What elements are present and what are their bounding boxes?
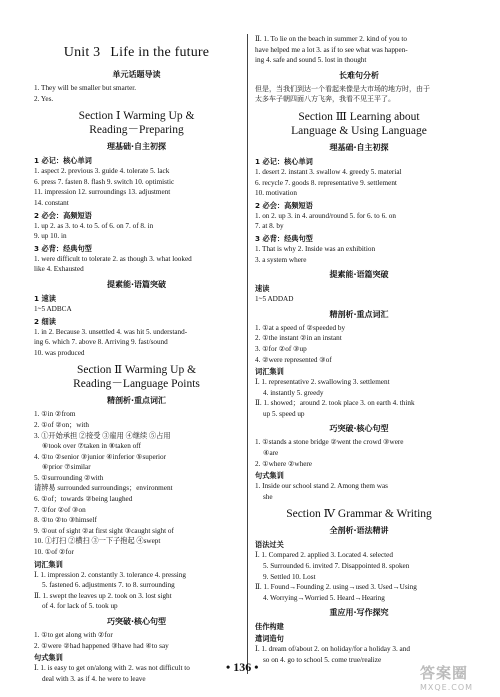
grammar-head: 语法过关 [255, 540, 284, 550]
answer-line: 1. on 2. up 3. in 4. around/round 5. for 6. to 6. on [255, 211, 396, 220]
sentences-head: 3 必背：经典句型 [255, 233, 313, 243]
vocab-line: 7. ①for ②of ③on [34, 505, 86, 514]
sentence-collection-head: 句式集训 [34, 653, 63, 663]
section-1-line2: Reading－Preparing [89, 124, 184, 137]
answer-line: Ⅰ. 1. representative 2. swallowing 3. settlement [255, 378, 390, 387]
vocab-line: 请辨易 surrounded surroundings；environment [34, 484, 173, 493]
answer-line: deal with 3. as if 4. he were to leave [42, 674, 146, 683]
unit-number: Unit 3 [63, 45, 101, 60]
column-divider [247, 34, 248, 674]
page-number: • 136 • [226, 660, 259, 674]
section-4-title: Section Ⅳ Grammar & Writing [286, 508, 432, 521]
answer-line: 1. up 2. as 3. to 4. to 5. of 6. on 7. of 8. in [34, 221, 154, 230]
long-sentence-line: 但是，当我们到达一个看起来像是大市场的地方时，由于 [255, 84, 430, 93]
answer-line: 2. ①were ②had happened ③have had ④to say [34, 641, 169, 650]
vocab-line: 2. ①of ②on；with [34, 420, 90, 429]
writing-head: 佳作构建 [255, 622, 284, 632]
section-3-line1: Section Ⅲ Learning about [298, 110, 420, 123]
phrases-head: 2 必会：高频短语 [34, 210, 92, 220]
unit-name: Life in the future [110, 45, 210, 60]
answer-line: like 4. Exhausted [34, 265, 84, 274]
guide-line: 1. They will be smaller but smarter. [34, 84, 137, 92]
guide-line: 2. Yes. [34, 94, 54, 103]
vocab-line: 5. ①surrounding ②with [34, 473, 104, 482]
writing-subhead: 遣词造句 [255, 634, 284, 644]
analysis-title: 精剖析·重点词汇 [106, 396, 167, 406]
collection-head: 词汇集训 [34, 559, 63, 569]
improve-title: 提素能·语篇突破 [106, 279, 167, 289]
answer-line: 7. at 8. by [255, 222, 284, 231]
answer-line: up 5. speed up [263, 409, 305, 418]
vocab-line: 4. ②were represented ③of [255, 355, 332, 364]
sentences-head: 3 必背：经典句型 [34, 243, 92, 253]
answer-line: 5. fastened 6. adjustments 7. to 8. surrounding [42, 581, 175, 590]
section-1-line1: Section Ⅰ Warming Up & [78, 110, 195, 123]
vocab-line: 6. ①of；towards ②being laughed [34, 495, 133, 504]
answer-line: Ⅱ. 1. To lie on the beach in summer 2. kind of you to [255, 35, 407, 43]
vocab-line: 1. ①in ②from [34, 410, 76, 419]
answer-line: 6. recycle 7. goods 8. representative 9. settlement [255, 178, 397, 187]
answer-line: Ⅰ. 1. is easy to get on/along with 2. was not difficult to [34, 664, 190, 673]
answer-line: 1. in 2. Because 3. unsettled 4. was hit 5. understand- [34, 327, 188, 336]
long-sentence-title: 长难句分析 [339, 70, 379, 80]
answer-line: Ⅰ. 1. dream of/about 2. on holiday/for a holiday 3. and [255, 645, 410, 654]
detail-head: 2 细读 [34, 316, 56, 326]
long-sentence-line: 太多车子朝四面八方飞奔，我看不见王平了。 [255, 95, 395, 104]
answer-line: 14. constant [34, 198, 69, 207]
section-1-title [34, 109, 239, 137]
skim-head: 速读 [255, 284, 270, 294]
section-2-line2: Reading－Language Points [73, 378, 200, 391]
answer-line: have helped me a lot 3. as if to see what was happen- [255, 45, 408, 54]
answer-line: 2. ①where ②where [255, 459, 312, 468]
vocab-line: 8. ①to ②to ③himself [34, 516, 97, 525]
must-words-head: 1 必记：核心单词 [34, 156, 92, 166]
answer-line: 4. instantly 5. greedy [263, 388, 324, 397]
improve-title: 提素能·语篇突破 [329, 270, 389, 280]
analysis-title: 精剖析·重点词汇 [329, 309, 389, 319]
answer-line: 6. press 7. fasten 8. flash 9. switch 10. optimistic [34, 177, 175, 186]
answer-line: 11. impression 12. surroundings 13. adjustment [34, 188, 171, 197]
vocab-line: 9. ①out of sight ②at first sight ③caught sight of [34, 526, 174, 535]
answer-line: Ⅱ. 1. Found→Founding 2. using→used 3. Used→Using [255, 583, 417, 592]
section-3-line2: Language & Using Language [291, 124, 427, 137]
section-2-title [34, 363, 239, 391]
answer-line: 9. Settled 10. Lost [263, 572, 316, 581]
unit-title [34, 44, 239, 62]
vocab-line: 4. ①to ②senior ③junior ④inferior ⑤superior [34, 452, 167, 461]
collection-head: 词汇集训 [255, 367, 284, 377]
vocab-line: 2. ①the instant ②in an instant [255, 334, 342, 343]
sentence-collection-head: 句式集训 [255, 471, 284, 481]
answer-line: ④are [263, 449, 279, 458]
answer-line: 9. up 10. in [34, 232, 67, 241]
answer-line: 1. ①to get along with ②for [34, 631, 113, 639]
vocab-line: 3. ①开始承担 ②接受 ③雇用 ④继续 ⑤占用 [34, 431, 171, 440]
answer-line: of 4. for lack of 5. took up [42, 602, 118, 611]
answer-line: 1. were difficult to tolerate 2. as though 3. what looked [34, 254, 192, 263]
must-words-head: 1 必记：核心单词 [255, 156, 313, 166]
watermark-small: MXQE.COM [420, 683, 474, 692]
answer-line: ing 6. which 7. above 8. Arriving 9. fast/sound [34, 338, 168, 347]
answer-line: Ⅱ. 1. showed；around 2. took place 3. on earth 4. think [255, 399, 415, 408]
answer-line: so on 4. go to school 5. come true/realize [263, 656, 382, 664]
basics-title: 理基础·自主初探 [329, 142, 389, 152]
answer-line: 1. ①stands a stone bridge ②went the crowd ③were [255, 438, 404, 447]
vocab-line: ⑥took over ⑦taken in ⑧taken off [42, 442, 141, 451]
answer-line: Ⅰ. 1. Compared 2. applied 3. Located 4. selected [255, 551, 393, 560]
right-column [255, 34, 463, 666]
answer-line: 1. aspect 2. previous 3. guide 4. tolerate 5. lack [34, 167, 170, 176]
answer-line: 10. was produced [34, 348, 85, 357]
answer-line: 4. Worrying→Worried 5. Heard→Hearing [263, 593, 385, 602]
answer-line: she [263, 492, 273, 501]
vocab-line: 10. ①of ②for [34, 548, 74, 557]
guide-title: 单元话题导读 [112, 70, 161, 79]
phrases-head: 2 必会：高频短语 [255, 200, 313, 210]
answer-line: Ⅱ. 1. swept the leaves up 2. took on 3. lost sight [34, 591, 172, 600]
vocab-line: 10. ①打扫 ②横扫 ③一下子抱起 ④swept [34, 537, 161, 546]
grammar-title: 全剖析·语法精讲 [329, 526, 389, 536]
answer-line: 3. a system where [255, 255, 307, 264]
basics-title: 理基础·自主初探 [106, 142, 167, 152]
answer-line: Ⅰ. 1. impression 2. constantly 3. tolerance 4. pressing [34, 570, 186, 579]
answer-line: 5. Surrounded 6. invited 7. Disappointed 8. spoken [263, 562, 410, 571]
writing-title: 重应用·写作探究 [329, 608, 389, 618]
answer-line: ing 4. safe and sound 5. lost in thought [255, 56, 367, 65]
section-3-title [255, 110, 463, 138]
vocab-line: ⑥prior ⑦similar [42, 463, 91, 472]
watermark-logo [420, 662, 492, 692]
watermark-big: 答案圈 [420, 664, 469, 682]
section-2-line1: Section Ⅱ Warming Up & [76, 364, 197, 377]
key-title: 巧突破·核心句型 [106, 617, 167, 626]
answer-line: 1~5 ADDAD [255, 295, 294, 304]
answer-line: 1. Inside our school stand 2. Among them was [255, 482, 388, 491]
skim-head: 1 速读 [34, 293, 56, 303]
left-column [34, 34, 239, 684]
answer-line: 1. That is why 2. Inside was an exhibition [255, 244, 376, 253]
vocab-line: 1. ①at a speed of ②speeded by [255, 323, 346, 332]
key-title: 巧突破·核心句型 [329, 424, 389, 434]
answer-line: 1. desert 2. instant 3. swallow 4. greedy 5. material [255, 167, 402, 176]
answer-line: 10. motivation [255, 189, 297, 198]
answer-line: 1~5 ADBCA [34, 304, 72, 313]
vocab-line: 3. ①for ②of ③up [255, 344, 307, 353]
